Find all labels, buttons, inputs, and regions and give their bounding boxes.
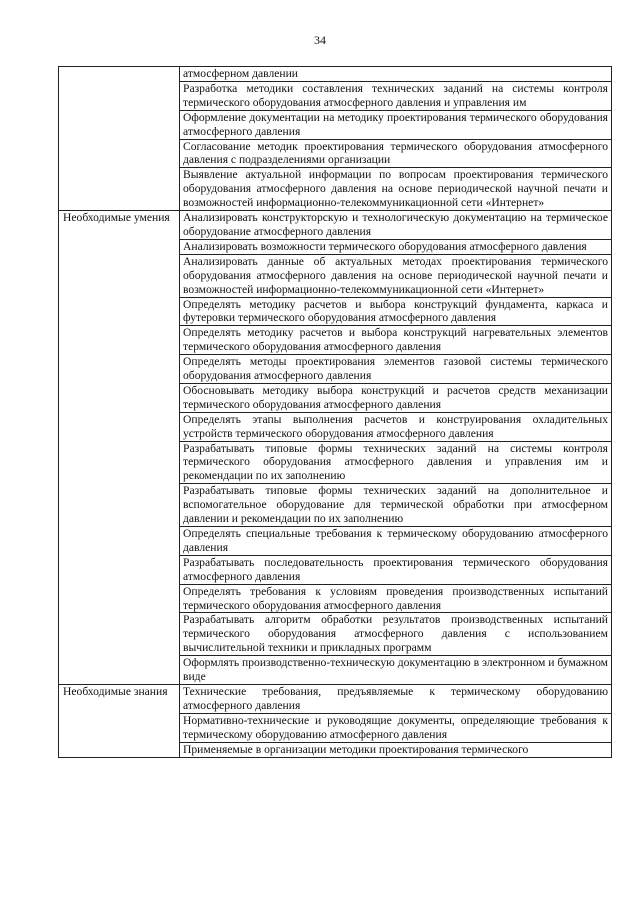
content-cell: Определять специальные требования к термическому оборудованию атмосферного давления bbox=[180, 527, 612, 556]
content-cell: Оформление документации на методику проектирования термического оборудования атмосферного давления bbox=[180, 110, 612, 139]
content-cell: Разрабатывать последовательность проектирования термического оборудования атмосферного давления bbox=[180, 555, 612, 584]
content-cell: Разрабатывать алгоритм обработки результатов производственных испытаний термического оборудования атмосферного давления с использованием вычислительной техники и прикладных программ bbox=[180, 613, 612, 656]
content-cell: Технические требования, предъявляемые к термическому оборудованию атмосферного давления bbox=[180, 684, 612, 713]
content-cell: Выявление актуальной информации по вопросам проектирования термического оборудования атмосферного давления на основе периодической научной печати и возможностей информационно-телекоммуникационной сети «Интернет» bbox=[180, 168, 612, 211]
competency-table bbox=[58, 66, 612, 758]
content-cell: Определять методику расчетов и выбора конструкций нагревательных элементов термического оборудования атмосферного давления bbox=[180, 326, 612, 355]
knowledge-label: Необходимые знания bbox=[59, 684, 180, 757]
content-cell: Определять методы проектирования элементов газовой системы термического оборудования атмосферного давления bbox=[180, 355, 612, 384]
table-row bbox=[59, 67, 612, 82]
content-cell: Обосновывать методику выбора конструкций и расчетов средств механизации термического оборудования атмосферного давления bbox=[180, 383, 612, 412]
content-cell: Определять этапы выполнения расчетов и конструирования охладительных устройств термического оборудования атмосферного давления bbox=[180, 412, 612, 441]
table-row bbox=[59, 211, 612, 240]
content-cell: Определять методику расчетов и выбора конструкций фундамента, каркаса и футеровки термического оборудования атмосферного давления bbox=[180, 297, 612, 326]
table-row bbox=[59, 139, 612, 168]
content-cell: Оформлять производственно-техническую документацию в электронном и бумажном виде bbox=[180, 656, 612, 685]
label-cell-empty bbox=[59, 81, 180, 110]
content-cell: Анализировать конструкторскую и технологическую документацию на термическое оборудование атмосферного давления bbox=[180, 211, 612, 240]
content-cell: Разработка методики составления технических заданий на системы контроля термического оборудования атмосферного давления и управления им bbox=[180, 81, 612, 110]
content-cell: Анализировать возможности термического оборудования атмосферного давления bbox=[180, 239, 612, 254]
table-row bbox=[59, 110, 612, 139]
page-number: 34 bbox=[314, 33, 326, 47]
label-cell-empty bbox=[59, 139, 180, 168]
skills-label: Необходимые умения bbox=[59, 211, 180, 685]
table-row bbox=[59, 168, 612, 211]
content-cell: атмосферном давлении bbox=[180, 67, 612, 82]
content-cell: Анализировать данные об актуальных методах проектирования термического оборудования атмосферного давления на основе периодической научной печати и возможностей информационно-телекоммуникационной сети «Интернет» bbox=[180, 254, 612, 297]
label-cell-empty bbox=[59, 67, 180, 82]
content-cell: Определять требования к условиям проведения производственных испытаний термического оборудования атмосферного давления bbox=[180, 584, 612, 613]
content-cell: Разрабатывать типовые формы технических заданий на системы контроля термического оборудования атмосферного давления и управления им и рекомендации по их заполнению bbox=[180, 441, 612, 484]
content-cell: Применяемые в организации методики проектирования термического bbox=[180, 742, 612, 757]
label-cell-empty bbox=[59, 168, 180, 211]
table-row bbox=[59, 81, 612, 110]
table-row bbox=[59, 684, 612, 713]
content-cell: Согласование методик проектирования термического оборудования атмосферного давления с подразделениями организации bbox=[180, 139, 612, 168]
content-cell: Нормативно-технические и руководящие документы, определяющие требования к термическому оборудованию атмосферного давления bbox=[180, 713, 612, 742]
content-cell: Разрабатывать типовые формы технических заданий на дополнительное и вспомогательное оборудование для термической обработки при атмосферном давлении и рекомендации по их заполнению bbox=[180, 484, 612, 527]
label-cell-empty bbox=[59, 110, 180, 139]
